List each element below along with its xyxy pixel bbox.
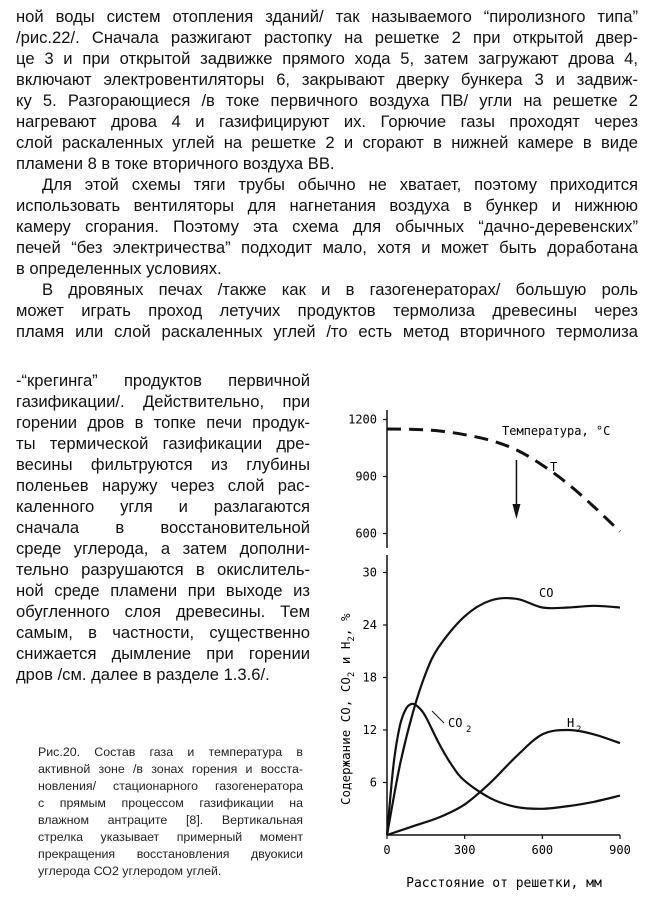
y-axis-label-part: и Н <box>338 641 353 672</box>
text-line: камеру сгорания. Поэтому эта схема для обычных “дачно-деревенских” <box>16 217 638 236</box>
x-axis-label: Расстояние от решетки, мм <box>406 876 602 891</box>
text-line: каленного угля и разлагаются <box>16 497 310 516</box>
text-line: печей “без электричества” подходит мало, хотя и может быть доработана <box>16 238 638 257</box>
text-line: прекращения восстановления двуокиси <box>38 847 303 861</box>
text-line: горении дров в топке печи продук- <box>16 413 310 432</box>
text-line: В дровяных печах /также как и в газогенераторах/ большую роль <box>42 280 638 299</box>
y-axis-label-part: , % <box>338 613 353 637</box>
text-line: среде углерода, а затем дополни- <box>16 539 310 558</box>
text-line: поленьев наружу через слой рас- <box>16 476 310 495</box>
text-line: -“крегинга” продуктов первичной <box>16 371 310 390</box>
text-line: стрелка указывает примерный момент <box>38 830 303 844</box>
text-line: ной среде пламени при выходе из <box>16 581 310 600</box>
text-line: использовать вентиляторы для нагнетания воздуха в бункер и нижнюю <box>16 196 638 215</box>
bottom-y-tick-label: 24 <box>362 618 377 632</box>
body-paragraphs-top <box>16 6 638 342</box>
text-line: в определенных условиях. <box>16 259 222 278</box>
y-axis-label-part: 2 <box>347 636 357 642</box>
co2-subscript: 2 <box>466 725 472 735</box>
x-tick-label: 300 <box>453 843 476 857</box>
text-line: пламени 8 в токе вторичного воздуха ВВ. <box>16 154 335 173</box>
bottom-y-tick-label: 30 <box>362 565 377 580</box>
text-line: дров /см. далее в разделе 1.3.6/. <box>16 665 270 684</box>
body-paragraph-left-column <box>16 370 310 685</box>
x-tick-label: 900 <box>609 843 631 857</box>
text-line: газификации/. Действительно, при <box>16 392 310 411</box>
vertical-arrow-head <box>512 504 520 519</box>
text-line: тельно разрушаются в окислитель- <box>16 560 310 579</box>
text-line: Рис.20. Состав газа и температура в <box>38 745 303 759</box>
h2-label: H <box>567 716 575 730</box>
top-y-tick-label: 1200 <box>348 412 377 427</box>
text-line: ной воды систем отопления зданий/ так называемого “пиролизного типа” <box>16 7 638 26</box>
bottom-y-tick-label: 18 <box>362 670 377 685</box>
text-line: ку 5. Разгорающиеся /в токе первичного воздуха ПВ/ угли на решетке 2 <box>16 91 638 110</box>
bottom-y-axis-label <box>338 613 357 805</box>
text-line: активной зоне /в зонах горения и восста- <box>38 762 303 776</box>
text-line: це 3 и при открытой задвижке прямого хода 5, затем загружают дрова 4, <box>16 49 638 68</box>
co2-pointer <box>432 711 444 723</box>
co2-label: CO <box>448 716 463 730</box>
x-tick-label: 0 <box>383 843 391 857</box>
co-label: CO <box>539 586 554 600</box>
temperature-series-line <box>387 429 620 532</box>
series-line-h2 <box>387 730 620 835</box>
top-y-tick-label: 600 <box>355 526 377 541</box>
top-y-tick-label: 900 <box>355 469 377 484</box>
text-line: сначала в восстановительной <box>16 518 310 537</box>
bottom-y-tick-label: 12 <box>362 723 377 737</box>
text-line: нагревают дрова 4 и газифицируют их. Горючие газы проходят через <box>16 112 638 131</box>
top-annotation: Температура, °С <box>502 424 611 438</box>
text-line: самым, в частности, существенно <box>16 623 310 642</box>
text-line: снижается дымление при горении <box>16 644 310 663</box>
top-series-label: T <box>550 460 558 474</box>
text-line: включают электровентиляторы 6, закрывают дверку бункера 3 и задвиж- <box>16 70 638 89</box>
h2-subscript: 2 <box>576 725 582 735</box>
text-line: ты термической газификации дре- <box>16 434 310 453</box>
text-line: /рис.22/. Сначала разжигают растопку на решетке 2 при открытой двер- <box>16 28 638 47</box>
series-line-co <box>387 598 620 835</box>
text-line: обугленного слоя древесины. Тем <box>16 602 310 621</box>
text-line: с прямым процессом газификации на <box>38 796 303 810</box>
text-line: слой раскаленных углей на решетке 2 и сгорают в нижней камере в виде <box>16 133 638 152</box>
text-line: новления/ стационарного газогенератора <box>38 779 303 793</box>
text-line: пламя или слой раскаленных углей /то есть метод вторичного термолиза <box>16 322 638 341</box>
text-line: влажном антраците [8]. Вертикальная <box>38 813 303 827</box>
y-axis-label-part: 2 <box>347 671 357 678</box>
x-tick-label: 600 <box>531 843 554 857</box>
text-line: может играть проход летучих продуктов термолиза древесины через <box>16 301 638 320</box>
bottom-y-tick-label: 6 <box>369 775 377 790</box>
text-line: весины фильтруются из глубины <box>16 455 310 474</box>
y-axis-label-part: Содержание СО, СО <box>338 677 353 805</box>
text-line: Для этой схемы тяги трубы обычно не хватает, поэтому приходится <box>42 175 638 194</box>
figure-chart <box>322 405 640 895</box>
figure-caption <box>38 744 303 880</box>
text-line: углерода СО2 углеродом углей. <box>38 864 222 878</box>
